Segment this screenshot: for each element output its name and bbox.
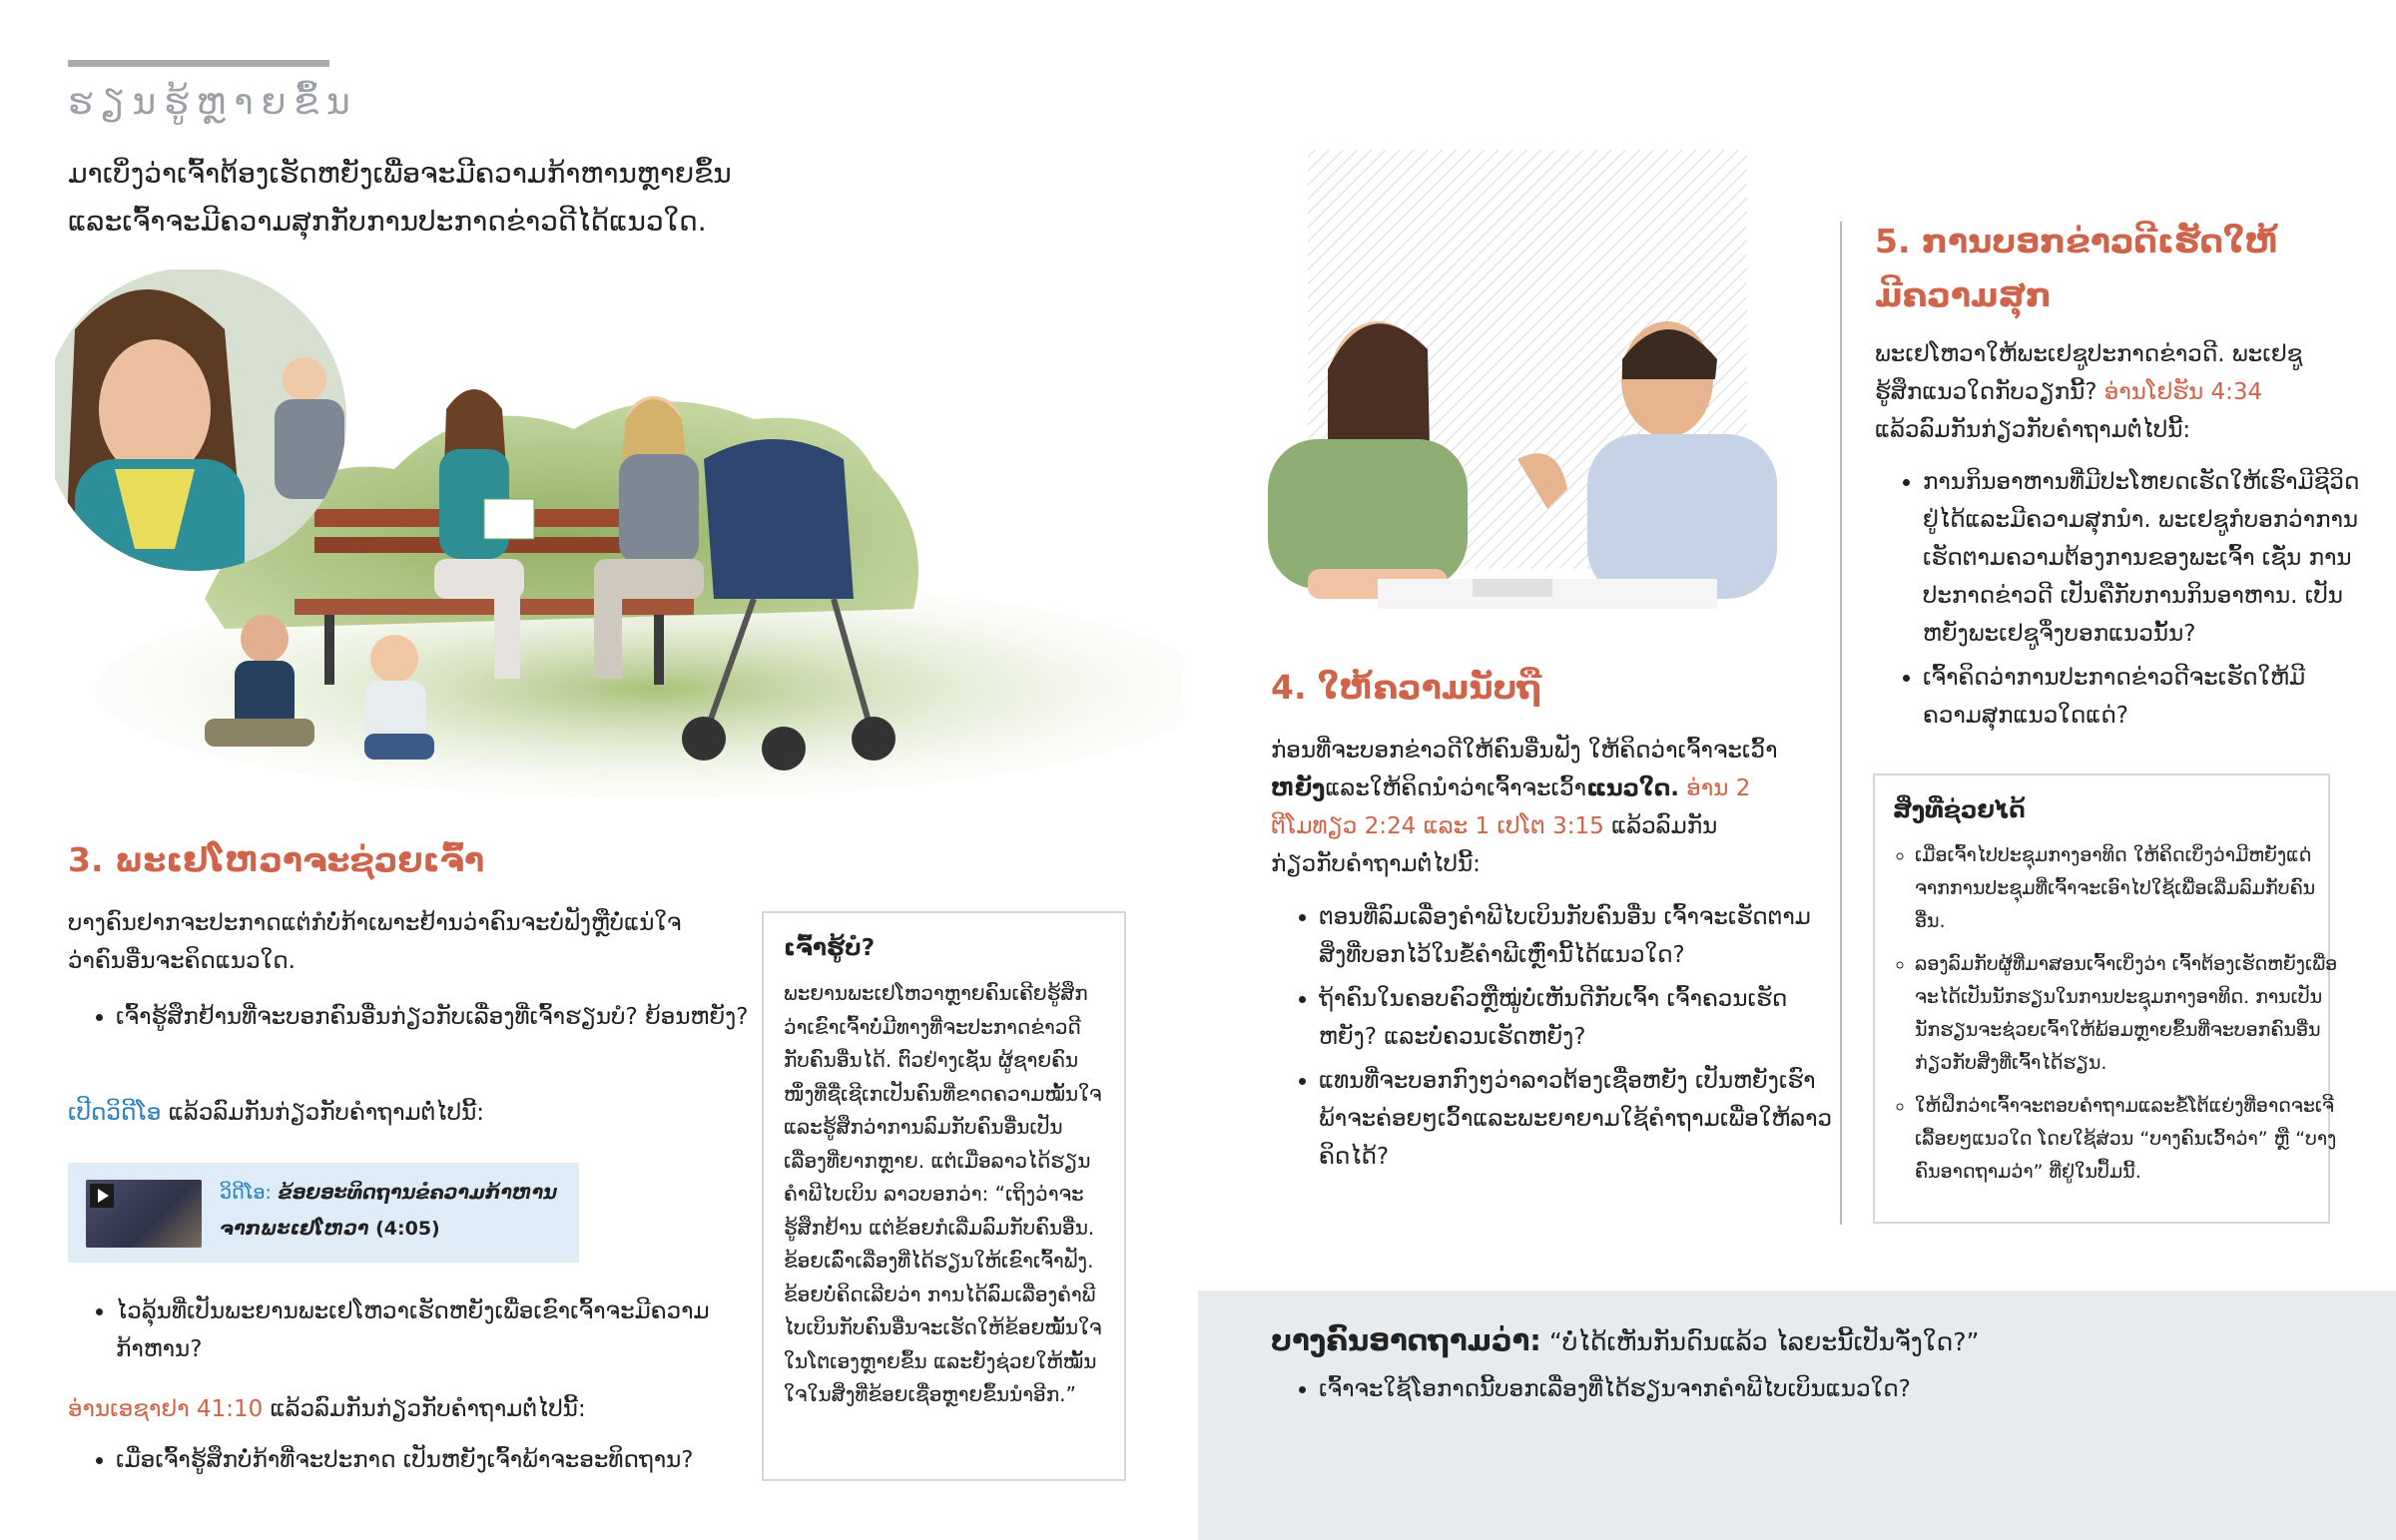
intro-text: ມາເບິ່ງວ່າເຈົ້າຕ້ອງເຮັດຫຍັງເພື່ອຈະມີຄວາມກ້າຫານຫຼາຍຂຶ້ນ ແລະເຈົ້າຈະມີຄວາມສຸກກັບການປະກາດຂ່າວດີໄດ້ແນວໃດ.: [68, 157, 732, 238]
helpful-tip-2: ◦ ລອງລົມກັບຜູ້ທີ່ມາສອນເຈົ້າເບິ່ງວ່າ ເຈົ້າຕ້ອງເຮັດຫຍັງເພື່ອຈະໄດ້ເປັນນັກຮຽນໃນການປະຊຸມກາງອາທິດ. ການເປັນນັກຮຽນຈະຊ່ວຍເຈົ້າໃຫ້ພ້ອມຫຼາຍຂຶ້ນທີ່ຈະບອກຄົນອື່ນກ່ຽວກັບສິ່ງທີ່ເຈົ້າໄດ້ຮຽນ.: [1915, 948, 2344, 1080]
video-duration: (4:05): [368, 1218, 440, 1240]
section4-text-what: ຫຍັງ: [1271, 775, 1326, 801]
section3-read-text: ແລ້ວລົມກັນກ່ຽວກັບຄຳຖາມຕໍ່ໄປນີ້:: [263, 1396, 586, 1422]
scripture-link-timothy-peter[interactable]: ອ່ານ 2 ຕີໂມທຽວ 2:24 ແລະ 1 ເປໂຕ 3:15: [1271, 775, 1751, 839]
video-caption[interactable]: [220, 1175, 559, 1247]
section5-question-1: • ການກິນອາຫານທີ່ມີປະໂຫຍດເຮັດໃຫ້ເຮົາມີຊີວິດຢູ່ໄດ້ແລະມີຄວາມສຸກນຳ. ພະເຢຊູກໍບອກວ່າການເຮັດຕາມຄວາມຕ້ອງການຂອງພະເຈົ້າ ເຊັ່ນ ການປະກາດຂ່າວດີ ເປັນຄືກັບການກິນອາຫານ. ເປັນຫຍັງພະເຢຊູຈຶ່ງບອກແນວນັ້ນ?: [1923, 463, 2362, 653]
did-you-know-title: ເຈົ້າຮູ້ບໍ?: [784, 935, 876, 961]
section3-question-list: [68, 998, 755, 1042]
section4-text-how: ແນວໃດ.: [1586, 775, 1679, 801]
section5-question-list: [1875, 463, 2362, 741]
did-you-know-box: [762, 911, 1126, 1481]
section4-paragraph: [1271, 732, 1785, 883]
some-may-ask-label: ບາງຄົນອາດຖາມວ່າ:: [1271, 1323, 1541, 1357]
section3-question-list-2: [68, 1292, 755, 1374]
video-box[interactable]: [68, 1163, 579, 1263]
did-you-know-text: ພະຍານພະເຢໂຫວາຫຼາຍຄົນເຄີຍຮູ້ສຶກວ່າເຂົາເຈົ້າບໍ່ມີທາງທີ່ຈະປະກາດຂ່າວດີກັບຄົນອື່ນໄດ້. ຕົວຢ່າງເຊັ່ນ ຜູ້ຊາຍຄົນໜຶ່ງທີ່ຊື່ເຊີເກເປັນຄົນທີ່ຂາດຄວາມໝັ້ນໃຈແລະຮູ້ສຶກວ່າການລົມກັບຄົນອື່ນເປັນເລື່ອງທີ່ຍາກຫຼາຍ. ແຕ່ເມື່ອລາວໄດ້ຮຽນຄຳພີໄບເບິນ ລາວບອກວ່າ: “ເຖິງວ່າຈະຮູ້ສຶກຢ້ານ ແຕ່ຂ້ອຍກໍເລີ່ມລົມກັບຄົນອື່ນ. ຂ້ອຍເລົ່າເລື່ອງທີ່ໄດ້ຮຽນໃຫ້ເຂົາເຈົ້າຟັງ. ຂ້ອຍບໍ່ຄິດເລີຍວ່າ ການໄດ້ລົມເລື່ອງຄຳພີໄບເບິນກັບຄົນອື່ນຈະເຮັດໃຫ້ຂ້ອຍໝັ້ນໃຈໃນໂຕເອງຫຼາຍຂຶ້ນ ແລະຍັງຊ່ວຍໃຫ້ໝັ້ນໃຈໃນສິ່ງທີ່ຂ້ອຍເຊື່ອຫຼາຍຂຶ້ນນຳອີກ.”: [784, 981, 1102, 1406]
video-label: ວິດີໂອ:: [220, 1182, 272, 1204]
section5-heading: 5. ການບອກຂ່າວດີເຮັດໃຫ້ມີຄວາມສຸກ: [1875, 222, 2279, 314]
section5-text-b: ແລ້ວລົມກັນກ່ຽວກັບຄຳຖາມຕໍ່ໄປນີ້:: [1875, 417, 2191, 443]
section4-text-c: ແລະໃຫ້ຄິດນຳວ່າເຈົ້າຈະເວົ້າ: [1325, 775, 1587, 801]
helpful-tip-3: ◦ ໃຫ້ຝຶກວ່າເຈົ້າຈະຕອບຄຳຖາມແລະຂໍ້ໂຕ້ແຍ່ງທີ່ອາດຈະເຈີເລື້ອຍໆແນວໃດ ໂດຍໃຊ້ສ່ວນ “ບາງຄົນເວົ້າວ່າ” ຫຼື “ບາງຄົນອາດຖາມວ່າ” ທີ່ຢູ່ໃນປຶ້ມນີ້.: [1915, 1090, 2344, 1189]
helpful-tips-list: [1875, 839, 2344, 1199]
section5-question-2: • ເຈົ້າຄິດວ່າການປະກາດຂ່າວດີຈະເຮັດໃຫ້ມີຄວາມສຸກແນວໃດແດ່?: [1923, 659, 2362, 735]
play-icon[interactable]: [90, 1184, 114, 1208]
section4-heading: 4. ໃຫ້ຄວາມນັບຖື: [1271, 668, 1542, 707]
play-video-link[interactable]: ເປີດວິດີໂອ: [68, 1100, 162, 1126]
section4-question-2: • ຖ້າຄົນໃນຄອບຄົວຫຼືໝູ່ບໍ່ເຫັນດີກັບເຈົ້າ ເຈົ້າຄວນເຮັດຫຍັງ? ແລະບໍ່ຄວນເຮັດຫຍັງ?: [1319, 980, 1838, 1056]
section3-read-instruction: [68, 1390, 707, 1428]
conversation-illustration: [1258, 150, 1797, 629]
section4-question-list: [1271, 898, 1838, 1182]
section4-question-1: • ຕອນທີ່ລົມເລື່ອງຄຳພີໄບເບິນກັບຄົນອື່ນ ເຈົ້າຈະເຮັດຕາມສິ່ງທີ່ບອກໄວ້ໃນຂໍ້ຄຳພີເຫຼົ່ານີ້ໄດ້ແນວໃດ?: [1319, 898, 1838, 974]
scripture-link-isaiah[interactable]: ອ່ານເອຊາຢາ 41:10: [68, 1396, 264, 1422]
section3-question-3: • ເມື່ອເຈົ້າຮູ້ສຶກບໍ່ກ້າທີ່ຈະປະກາດ ເປັນຫຍັງເຈົ້າພ້າຈະອະທິດຖານ?: [116, 1441, 755, 1479]
section3-question-1: • ເຈົ້າຮູ້ສຶກຢ້ານທີ່ຈະບອກຄົນອື່ນກ່ຽວກັບເລື່ອງທີ່ເຈົ້າຮຽນບໍ? ຍ້ອນຫຍັງ?: [116, 998, 755, 1036]
section3-heading: 3. ພະເຢໂຫວາຈະຊ່ວຍເຈົ້າ: [68, 840, 485, 879]
video-instruction-text: ແລ້ວລົມກັນກ່ຽວກັບຄຳຖາມຕໍ່ໄປນີ້:: [161, 1100, 484, 1126]
header-rule: [68, 60, 329, 67]
section3-question-2: • ໄວລຸ້ນທີ່ເປັນພະຍານພະເຢໂຫວາເຮັດຫຍັງເພື່ອເຂົາເຈົ້າຈະມີຄວາມກ້າຫານ?: [116, 1292, 755, 1368]
some-may-ask-panel: [1198, 1290, 2396, 1540]
section5-text-a: ພະເຢໂຫວາໃຫ້ພະເຢຊູປະກາດຂ່າວດີ. ພະເຢຊູຮູ້ສຶກແນວໃດກັບວຽກນີ້?: [1875, 341, 2303, 405]
some-may-ask-question: • ເຈົ້າຈະໃຊ້ໂອກາດນີ້ບອກເລື່ອງທີ່ໄດ້ຮຽນຈາກຄຳພີໄບເບິນແນວໃດ?: [1319, 1370, 2396, 1408]
section3-paragraph: ບາງຄົນຢາກຈະປະກາດແຕ່ກໍບໍ່ກ້າເພາະຢ້ານວ່າຄົນຈະບໍ່ຟັງຫຼືບໍ່ແນ່ໃຈວ່າຄົນອື່ນຈະຄິດແນວໃດ.: [68, 910, 682, 974]
helpful-tips-title: ສິ່ງທີ່ຊ່ວຍໄດ້: [1893, 797, 2026, 823]
column-divider: [1840, 222, 1842, 1225]
video-title: ຂ້ອຍອະທິດຖານຂໍຄວາມກ້າຫານຈາກພະເຢໂຫວາ: [220, 1182, 558, 1240]
park-illustration: [55, 269, 1183, 798]
some-may-ask-quote: “ບໍ່ໄດ້ເຫັນກັນດົນແລ້ວ ໄລຍະນີ້ເປັນຈັ່ງໃດ?”: [1540, 1327, 1980, 1356]
section3-question-list-3: [68, 1441, 755, 1485]
helpful-tip-1: ◦ ເມື່ອເຈົ້າໄປປະຊຸມກາງອາທິດ ໃຫ້ຄິດເບິ່ງວ່າມີຫຍັງແດ່ຈາກການປະຊຸມທີ່ເຈົ້າຈະເອົາໄປໃຊ້ເພື່ອເລີ່ມລົມກັບຄົນອື່ນ.: [1915, 839, 2344, 938]
some-may-ask-line: [1271, 1320, 2349, 1362]
video-instruction: [68, 1094, 707, 1132]
section4-text-e: ແລ້ວລົມກັນກ່ຽວກັບຄຳຖາມຕໍ່ໄປນີ້:: [1271, 813, 1718, 877]
section5-paragraph: [1875, 335, 2314, 449]
section-heading: ຮຽນຮູ້ຫຼາຍຂຶ້ນ: [68, 82, 358, 123]
some-may-ask-list: [1271, 1370, 2396, 1414]
helpful-tips-box: [1873, 773, 2338, 1224]
section4-question-3: • ແທນທີ່ຈະບອກກົງໆວ່າລາວຕ້ອງເຊື່ອຫຍັງ ເປັນຫຍັງເຮົາພ້າຈະຄ່ອຍໆເວົ້າແລະພະຍາຍາມໃຊ້ຄຳຖາມເພື່ອໃຫ້ລາວຄິດໄດ້?: [1319, 1062, 1838, 1176]
section4-text-a: ກ່ອນທີ່ຈະບອກຂ່າວດີໃຫ້ຄົນອື່ນຟັງ ໃຫ້ຄິດວ່າເຈົ້າຈະເວົ້າ: [1271, 738, 1778, 764]
scripture-link-john[interactable]: ອ່ານໂຢຮັນ 4:34: [2096, 379, 2263, 405]
video-thumbnail[interactable]: [86, 1180, 202, 1248]
